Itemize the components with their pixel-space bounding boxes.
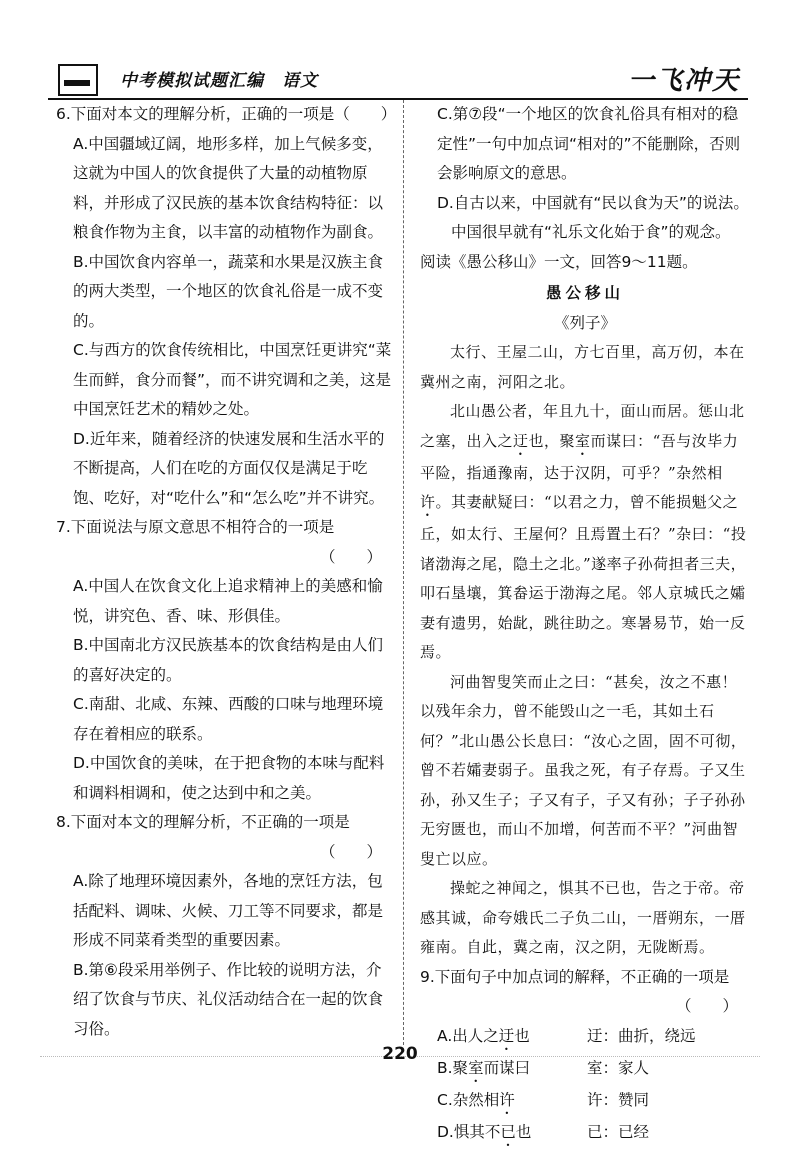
question-6-option-b: B.中国饮食内容单一，蔬菜和水果是汉族主食的两大类型，一个地区的饮食礼俗是一成不变的。	[73, 252, 384, 330]
passage-paragraph-3: 河曲智叟笑而止之曰：“甚矣，汝之不惠！以残年余力，曾不能毁山之一毛，其如土石何？”北山愚公长息曰：“汝心之固，固不可彻，曾不若孀妻弱子。虽我之死，有子存焉。子又生孙，孙又生子；子又有子，子又有孙；子子孙孙无穷匮也，而山不加增，何苦而不平？”河曲智叟亡以应。	[420, 672, 747, 868]
page-number: 220	[382, 1044, 418, 1064]
question-6-option-c: C.与西方的饮食传统相比，中国烹饪更讲究“菜生而鲜，食分而餐”，而不讲究调和之美，这是中国烹饪艺术的精妙之处。	[73, 341, 392, 418]
question-9-option-b: B.聚室而谋曰 室：家人	[437, 1058, 650, 1077]
book-logo-icon	[58, 64, 98, 96]
question-6-stem: 6.下面对本文的理解分析，正确的一项是（ ）	[56, 105, 397, 123]
passage-author: 《列子》	[553, 313, 616, 332]
passage-paragraph-4: 操蛇之神闻之，惧其不已也，告之于帝。帝感其诚，命夸娥氏二子负二山，一厝朔东，一厝雍南。自此，冀之南，汉之阴，无陇断焉。	[420, 879, 746, 956]
question-8-option-b: B.第⑥段采用举例子、作比较的说明方法，介绍了饮食与节庆、礼仪活动结合在一起的饮食习俗。	[73, 960, 384, 1038]
question-9-answer-blank: （ ）	[675, 997, 738, 1015]
question-8-option-c: C.第⑦段“一个地区的饮食礼俗具有相对的稳定性”一句中加点词“相对的”不能删除，否则会影响原文的意思。	[437, 105, 741, 182]
question-7-stem: 7.下面说法与原文意思不相符合的一项是	[56, 518, 335, 536]
left-column	[56, 100, 397, 1044]
page-header	[48, 58, 748, 98]
column-divider	[403, 100, 404, 1045]
question-8-stem: 8.下面对本文的理解分析，不正确的一项是	[56, 813, 350, 831]
question-8-option-a: A.除了地理环境因素外，各地的烹饪方法，包括配料、调味、火候、刀工等不同要求，都是形成不同菜肴类型的重要因素。	[73, 872, 384, 949]
question-8-option-d-cont: 中国很早就有“礼乐文化始于食”的观念。	[451, 223, 731, 241]
right-column	[420, 100, 750, 1150]
passage-paragraph-2: 北山愚公者，年且九十，面山而居。惩山北之塞，出入之迂也，聚室而谋曰：“吾与汝毕力平险，指通豫南，达于汉阴，可乎？”杂然相许。其妻献疑曰：“以君之力，曾不能损魁父之丘，如太行、王屋何？且焉置土石？”杂曰：“投诸渤海之尾，隐土之北。”遂率子孙荷担者三夫，叩石垦壤，箕畚运于渤海之尾。邻人京城氏之孀妻有遗男，始龀，跳往助之。寒暑易节，始一反焉。	[420, 402, 747, 661]
question-9-option-c: C.杂然相许 许：赞同	[437, 1090, 650, 1109]
question-7-option-a: A.中国人在饮食文化上追求精神上的美感和愉悦，讲究色、香、味、形俱佳。	[73, 577, 383, 625]
question-9-option-a: A.出人之迂也 迂：曲折，绕远	[437, 1026, 696, 1045]
question-8-option-d: D.自古以来，中国就有“民以食为天”的说法。	[437, 193, 749, 212]
question-8-answer-blank: （ ）	[319, 842, 382, 861]
question-7-option-d: D.中国饮食的美味，在于把食物的本味与配料和调料相调和，使之达到中和之美。	[73, 754, 385, 802]
header-title: 中考模拟试题汇编 语文	[120, 71, 318, 91]
passage-paragraph-1: 太行、王屋二山，方七百里，高万仞，本在冀州之南，河阳之北。	[420, 343, 745, 391]
question-7-option-b: B.中国南北方汉民族基本的饮食结构是由人们的喜好决定的。	[73, 636, 384, 684]
passage-title: 愚公移山	[545, 284, 624, 302]
question-9-option-d: D.惧其不已也 已：已经	[437, 1122, 650, 1141]
question-6-option-d: D.近年来，随着经济的快速发展和生活水平的不断提高，人们在吃的方面仅仅是满足于吃饱、吃好，对“吃什么”和“怎么吃”并不讲究。	[73, 429, 385, 507]
question-6-option-a: A.中国疆域辽阔，地形多样，加上气候多变，这就为中国人的饮食提供了大量的动植物原料，并形成了汉民族的基本饮食结构特征：以粮食作物为主食，以丰富的动植物作为副食。	[73, 134, 384, 241]
question-7-answer-blank: （ ）	[319, 547, 382, 566]
question-7-option-c: C.南甜、北咸、东辣、西酸的口味与地理环境存在着相应的联系。	[73, 695, 384, 743]
reading-intro: 阅读《愚公移山》一文，回答9～11题。	[420, 252, 698, 271]
header-brand: 一飞冲天	[627, 66, 740, 96]
question-9-stem: 9.下面句子中加点词的解释，不正确的一项是	[420, 967, 730, 986]
